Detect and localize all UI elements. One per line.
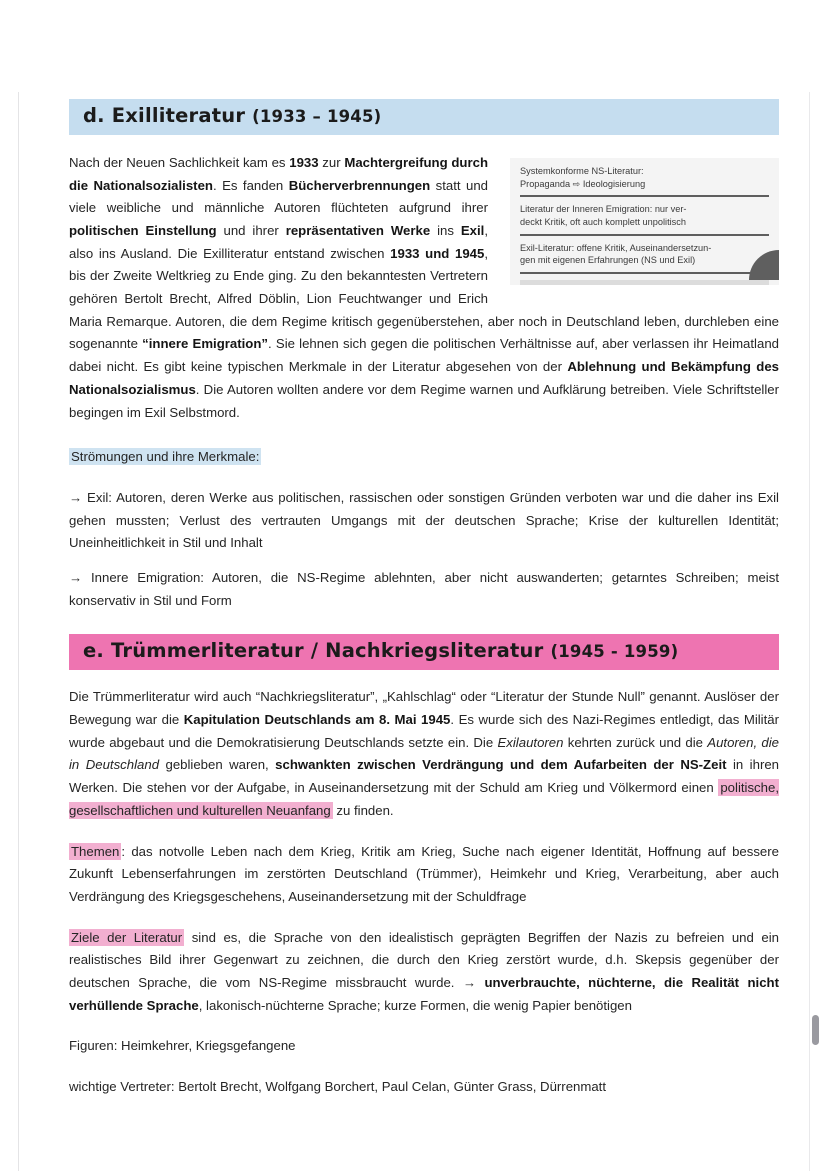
- txt: und ihrer: [216, 222, 286, 238]
- txt-bold: repräsentativen Werke: [285, 222, 431, 238]
- vertreter-line: wichtige Vertreter: Bertolt Brecht, Wolfgang Borchert, Paul Celan, Günter Grass, Dürrenmatt: [69, 1079, 607, 1095]
- txt: . Sie lehnen sich gegen die politischen Verhältnisse auf, aber verlassen ihr Heimatland dabei nicht. Es gibt keine typischen Merkmale in der Literatur abgesehen von der: [69, 336, 779, 375]
- txt-bold: “innere Emigration”: [142, 336, 269, 352]
- heading-exilliteratur: [69, 99, 779, 135]
- txt: . Es wurde sich des Nazi-Regimes entledigt, das Militär wurde abgebaut und die Demokratisierung Deutschlands setzte ein. Die: [69, 712, 779, 750]
- txt: kehrten zurück und die: [563, 734, 708, 750]
- txt-highlight: Themen: [71, 843, 120, 859]
- txt-bold: 1933: [289, 154, 319, 170]
- document-content: [69, 99, 779, 1099]
- spacer: [69, 1017, 779, 1035]
- txt: . Die Autoren wollten andere vor dem Regime warnen und Aufklärung betreiben. Viele Schriftsteller begingen im Exil Selbstmord.: [69, 381, 779, 420]
- bullet-innere-emigration: → Innere Emigration: Autoren, die NS-Regime ablehnten, aber nicht auswanderten; getarntes Schreiben; meist konservativ in Stil und Form: [69, 570, 779, 608]
- txt: zu finden.: [332, 802, 394, 818]
- txt-bold: unverbrauchte, nüchterne, die Realität nicht verhüllende Sprache: [69, 975, 779, 1013]
- txt-bold: schwankten zwischen Verdrängung und dem Aufarbeiten der NS-Zeit: [275, 757, 727, 773]
- txt: ins: [430, 222, 461, 238]
- spacer: [69, 823, 779, 841]
- txt: statt und viele weibliche und männliche Autoren flüchteten aufgrund ihrer: [69, 177, 488, 216]
- txt: Die Trümmerliteratur wird auch “Nachkriegsliteratur”, „Kahlschlag“ oder “Literatur der Stunde Null” genannt. Auslöser der Bewegung war die: [69, 689, 779, 728]
- txt-highlight: Ziele der Literatur: [71, 929, 183, 945]
- infobox-row-innere-emigration-line1: Literatur der Inneren Emigration: nur ver-: [520, 204, 687, 215]
- spacer: [69, 469, 779, 487]
- spacer: [69, 909, 779, 927]
- infobox-row-systemkonform: [520, 165, 769, 197]
- infobox-row-systemkonform-line1: Systemkonforme NS-Literatur:: [520, 165, 644, 176]
- txt-highlight: politische, gesellschaftlichen und kulturellen Neuanfang: [69, 780, 779, 818]
- heading-truemmerliteratur-years: (1945 - 1959): [550, 642, 679, 662]
- heading-exilliteratur-title: d. Exilliteratur: [83, 104, 246, 127]
- themen-paragraph: [69, 841, 779, 909]
- infobox-row-exil-literatur-line2: gen mit eigenen Erfahrungen (NS und Exil): [520, 255, 696, 266]
- txt: sind es, die Sprache von den idealistisch geprägten Begriffen der Nazis zu befreien und ein realistisches Bild ihrer Gegenwart zu zeichnen, die durch den Krieg zerstört wurde, d.h. Skepsis gegenüber der deutschen Sprache, die vom NS-Regime missbraucht wurde. →: [69, 929, 779, 991]
- spacer: [69, 424, 779, 446]
- spacer: [69, 670, 779, 686]
- exil-intro-block: [69, 152, 779, 424]
- truemmer-paragraph: [69, 686, 779, 822]
- figuren-line: Figuren: Heimkehrer, Kriegsgefangene: [69, 1038, 296, 1054]
- txt-bold: Exil: [460, 222, 485, 238]
- txt: : das notvolle Leben nach dem Krieg, Kritik am Krieg, Suche nach eigener Identität, Hoffnung auf bessere Zukunft Lebenserfahrungen im zerstörten Deutschland (Trümmer), Heimkehr und Krieg, Verarbeitung, aber auch Verdrängung des Kriegsgeschehens, Auseinandersetzung mit der Schuldfrage: [69, 843, 779, 904]
- txt: Nach der Neuen Sachlichkeit kam es: [69, 154, 290, 170]
- infobox-footer-bar: [520, 280, 769, 285]
- txt-bold: 1933 und 1945: [390, 245, 485, 261]
- stroemungen-label: [69, 446, 779, 469]
- txt-bold: politischen Einstellung: [69, 222, 217, 238]
- infobox-row-exil-literatur: [520, 242, 769, 274]
- heading-exilliteratur-years: (1933 – 1945): [252, 107, 382, 126]
- spacer: [69, 612, 779, 634]
- ziele-paragraph: [69, 927, 779, 1018]
- scrollbar-thumb[interactable]: [812, 1015, 819, 1045]
- txt: , lakonisch-nüchterne Sprache; kurze Formen, die wenig Papier benötigen: [198, 997, 632, 1013]
- infobox-row-systemkonform-line2: Propaganda ⇨ Ideologisierung: [520, 178, 646, 189]
- txt-bold: Bücherverbrennungen: [288, 177, 431, 193]
- txt-bold: Kapitulation Deutschlands am 8. Mai 1945: [183, 712, 451, 728]
- heading-truemmerliteratur-title: e. Trümmerliteratur / Nachkriegsliteratur: [83, 639, 544, 663]
- txt: in ihren Werken. Die stehen vor der Aufgabe, in Auseinandersetzung mit der Schuld am Krieg und Völkermord einen: [69, 757, 780, 796]
- txt: , also ins Ausland. Die Exilliteratur entstand zwischen: [69, 222, 488, 261]
- txt-bold: Machtergreifung durch die Nationalsozialisten: [69, 154, 489, 193]
- txt-bold: Ablehnung und Bekämpfung des Nationalsozialismus: [69, 359, 779, 397]
- ns-literature-infobox: [510, 158, 779, 285]
- spacer: [69, 555, 779, 567]
- infobox-row-innere-emigration-line2: deckt Kritik, oft auch komplett unpolitisch: [520, 216, 686, 227]
- infobox-row-exil-literatur-line1: Exil-Literatur: offene Kritik, Auseinandersetzun-: [520, 242, 712, 253]
- txt: . Es fanden: [212, 177, 289, 193]
- txt-italic: Exilautoren: [497, 734, 564, 750]
- stroemungen-label-text: Strömungen und ihre Merkmale:: [71, 449, 260, 465]
- spacer: [69, 1058, 779, 1076]
- heading-truemmerliteratur: [69, 634, 779, 670]
- txt: geblieben waren,: [159, 757, 276, 773]
- spacer: [69, 135, 779, 152]
- txt: zur: [318, 154, 345, 170]
- txt: , bis der Zweite Weltkrieg zu Ende ging. Zu den bekanntesten Vertretern gehören Bertolt Brecht, Alfred Döblin, Lion Feuchtwanger und Erich Maria Remarque. Autoren, die dem Regime kritisch gegenüberstehen, aber noch in Deutschland leben, durchleben eine sogenannte: [69, 245, 779, 352]
- txt-italic: Autoren, die in Deutschland: [69, 734, 780, 773]
- infobox-row-innere-emigration: [520, 203, 769, 235]
- bullet-exil: → Exil: Autoren, deren Werke aus politischen, rassischen oder sonstigen Gründen verboten war und die daher ins Exil gehen mussten; Verlust des vertrauten Umgangs mit der deutschen Sprache; Krise der kulturellen Identität; Uneinheitlichkeit in Stil und Inhalt: [69, 489, 779, 551]
